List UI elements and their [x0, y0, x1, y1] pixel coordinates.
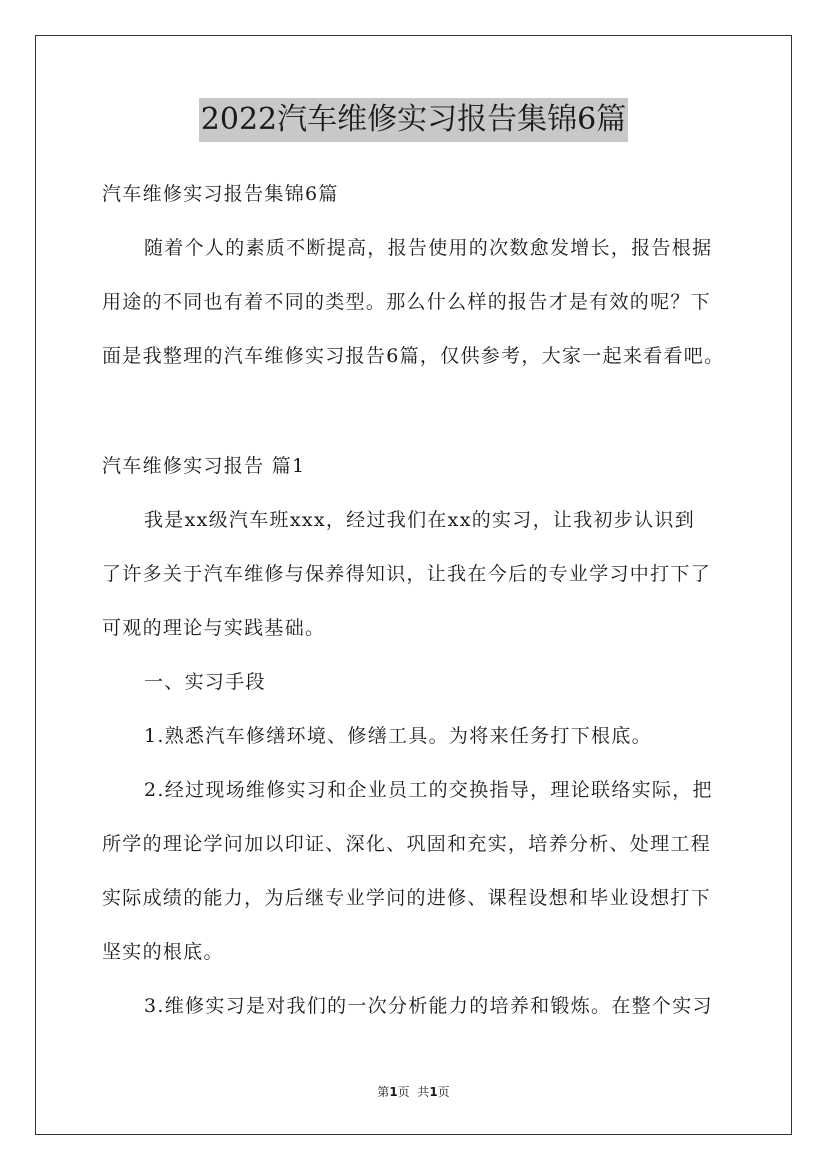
footer-prefix: 第	[377, 1085, 390, 1099]
page-footer	[0, 1084, 827, 1100]
footer-page-number: 1	[389, 1085, 398, 1099]
intro-line-1: 随着个人的素质不断提高，报告使用的次数愈发增长，报告根据	[144, 237, 713, 259]
paragraph1-line-1: 我是xx级汽车班xxx，经过我们在xx的实习，让我初步认识到	[144, 509, 696, 531]
item2-line-4: 坚实的根底。	[102, 941, 224, 963]
footer-suffix: 页	[437, 1085, 450, 1099]
item2-line-3: 实际成绩的能力，为后继专业学问的进修、课程设想和毕业设想打下	[102, 887, 712, 909]
footer-total-pages: 1	[429, 1085, 438, 1099]
section-heading: 汽车维修实习报告 篇1	[102, 455, 306, 477]
paragraph1-line-2: 了许多关于汽车维修与保养得知识，让我在今后的专业学习中打下了	[102, 563, 712, 585]
footer-mid: 页 共	[397, 1085, 430, 1099]
document-title: 2022汽车维修实习报告集锦6篇	[199, 98, 628, 142]
document-subtitle: 汽车维修实习报告集锦6篇	[102, 183, 339, 205]
item2-line-1: 2.经过现场维修实习和企业员工的交换指导，理论联络实际，把	[144, 779, 713, 801]
subheading: 一、实习手段	[144, 671, 266, 693]
title-container	[0, 98, 827, 142]
intro-line-2: 用途的不同也有着不同的类型。那么什么样的报告才是有效的呢？下	[102, 291, 712, 313]
intro-line-3: 面是我整理的汽车维修实习报告6篇，仅供参考，大家一起来看看吧。	[102, 345, 725, 367]
paragraph1-line-3: 可观的理论与实践基础。	[102, 617, 326, 639]
item1-line: 1.熟悉汽车修缮环境、修缮工具。为将来任务打下根底。	[144, 725, 652, 747]
item3-line-1: 3.维修实习是对我们的一次分析能力的培养和锻炼。在整个实习	[144, 995, 713, 1017]
item2-line-2: 所学的理论学问加以印证、深化、巩固和充实，培养分析、处理工程	[102, 833, 712, 855]
